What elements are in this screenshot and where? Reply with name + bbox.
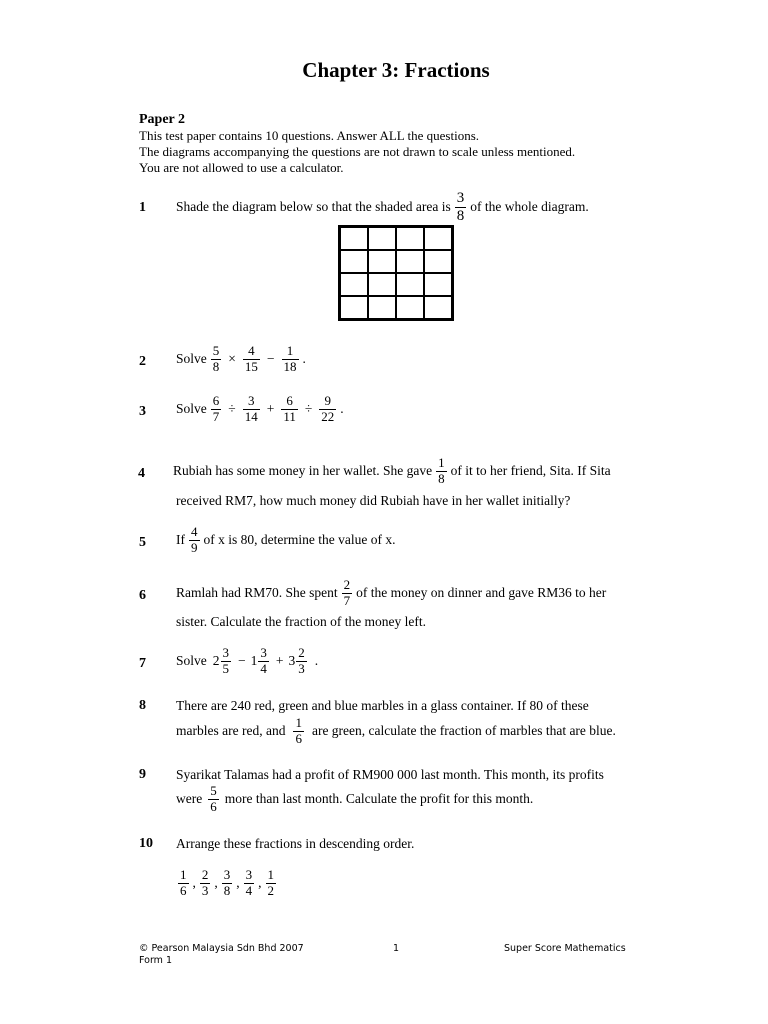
q6-fraction [342, 578, 353, 608]
q4-text-end: of it to her friend, Sita. If Sita [450, 463, 611, 479]
grid-cell[interactable] [340, 250, 368, 273]
separator-comma: , [214, 875, 218, 891]
grid-cell[interactable] [368, 227, 396, 250]
fraction-num: 1 [180, 867, 187, 882]
fraction-num: 1 [267, 867, 274, 882]
fraction-den: 8 [223, 882, 231, 898]
separator-comma: , [258, 875, 262, 891]
grid-cell[interactable] [368, 250, 396, 273]
fraction-num: 3 [222, 645, 230, 660]
grid-cell[interactable] [424, 250, 452, 273]
fraction-den: 9 [191, 539, 198, 555]
fraction-den: 15 [244, 358, 258, 374]
fraction-num: 3 [247, 393, 255, 408]
grid-cell[interactable] [424, 227, 452, 250]
footer-copyright: © Pearson Malaysia Sdn Bhd 2007 [139, 943, 304, 954]
fraction-den: 11 [283, 408, 296, 424]
q1-fraction-num: 3 [456, 190, 465, 206]
fraction-den: 4 [260, 660, 267, 676]
q9-line-1: Syarikat Talamas had a profit of RM900 000 last month. This month, its profits [176, 767, 604, 782]
fraction-den: 6 [180, 882, 187, 898]
q10-line-1: Arrange these fractions in descending order. [176, 836, 415, 851]
q6-text-end: of the money on dinner and gave RM36 to her [356, 585, 607, 601]
intro-line-2: The diagrams accompanying the questions are not drawn to scale unless mentioned. [139, 144, 576, 159]
plus-sign: + [275, 653, 284, 669]
footer-form: Form 1 [139, 955, 172, 966]
fraction-num: 3 [260, 645, 267, 660]
grid-cell[interactable] [368, 273, 396, 296]
q7-text [176, 646, 318, 676]
separator-comma: , [236, 875, 240, 891]
q6-text [176, 578, 606, 608]
q9-number: 9 [139, 767, 146, 782]
fraction-den: 7 [212, 408, 220, 424]
q10-fraction-5 [266, 868, 277, 898]
q2-label: Solve [176, 351, 207, 367]
fraction-den: 6 [295, 730, 302, 746]
grid-cell[interactable] [424, 296, 452, 319]
q3-fraction-d [319, 394, 336, 424]
q1-text-start: Shade the diagram below so that the shaded area is [176, 199, 451, 215]
fraction-den: 8 [212, 358, 220, 374]
q2-end: . [302, 351, 306, 367]
q9-fraction [208, 784, 219, 814]
q5-text [176, 525, 395, 555]
plus-sign: + [266, 401, 275, 417]
q4-text-start: Rubiah has some money in her wallet. She gave [173, 463, 433, 479]
q1-text [176, 190, 589, 225]
q4-fraction [436, 456, 447, 486]
q4-line-2: received RM7, how much money did Rubiah have in her wallet initially? [176, 493, 571, 508]
paper-label: Paper 2 [139, 112, 186, 127]
fraction-den: 5 [222, 660, 230, 676]
q8-text-end: are green, calculate the fraction of marbles that are blue. [311, 723, 616, 739]
fraction-num: 5 [210, 783, 217, 798]
q9-text-start: were [176, 791, 203, 807]
q2-number: 2 [139, 354, 146, 369]
fraction-num: 5 [212, 343, 220, 358]
mixed-whole: 3 [288, 653, 296, 669]
multiply-sign: × [228, 351, 236, 367]
q10-number: 10 [139, 836, 153, 851]
q9-text-end: more than last month. Calculate the profit for this month. [224, 791, 534, 807]
q1-number: 1 [139, 200, 146, 215]
fraction-num: 2 [343, 577, 351, 592]
q1-text-end: of the whole diagram. [470, 199, 589, 215]
q2-fraction-a [211, 344, 222, 374]
divide-sign: ÷ [228, 401, 236, 417]
footer-book-title: Super Score Mathematics [504, 943, 626, 954]
intro-line-1: This test paper contains 10 questions. Answer ALL the questions. [139, 128, 479, 143]
separator-comma: , [192, 875, 196, 891]
fraction-num: 9 [324, 393, 332, 408]
grid-cell[interactable] [340, 273, 368, 296]
q4-text [173, 456, 611, 486]
q3-end: . [340, 401, 344, 417]
q6-text-start: Ramlah had RM70. She spent [176, 585, 338, 601]
fraction-den: 22 [321, 408, 335, 424]
q6-line-2: sister. Calculate the fraction of the money left. [176, 614, 427, 629]
grid-cell[interactable] [396, 227, 424, 250]
q8-fraction [293, 716, 304, 746]
mixed-whole: 2 [212, 653, 220, 669]
shading-grid[interactable] [338, 225, 454, 321]
page-title: Chapter 3: Fractions [302, 58, 490, 82]
minus-sign: − [266, 351, 275, 367]
q1-fraction-den: 8 [456, 207, 465, 224]
fraction-num: 3 [223, 867, 231, 882]
fraction-den: 7 [343, 592, 351, 608]
q5-text-start: If [176, 532, 185, 548]
q3-fraction-c [281, 394, 298, 424]
fraction-num: 2 [201, 867, 209, 882]
q10-fraction-1 [178, 868, 189, 898]
q7-fraction-b [258, 646, 269, 676]
q10-fraction-3 [222, 868, 233, 898]
mixed-whole: 1 [250, 653, 258, 669]
divide-sign: ÷ [304, 401, 313, 417]
intro-line-3: You are not allowed to use a calculator. [139, 160, 344, 175]
footer-page-number: 1 [393, 943, 400, 954]
q2-text [176, 344, 306, 374]
fraction-num: 1 [438, 455, 445, 470]
q5-text-end: of x is 80, determine the value of x. [203, 532, 396, 548]
fraction-num: 3 [245, 867, 253, 882]
q3-label: Solve [176, 401, 207, 417]
fraction-num: 4 [248, 343, 255, 358]
fraction-den: 2 [267, 882, 274, 898]
q7-end: . [314, 653, 319, 669]
q4-number: 4 [138, 466, 145, 481]
grid-cell[interactable] [424, 273, 452, 296]
fraction-den: 3 [298, 660, 305, 676]
grid-cell[interactable] [396, 273, 424, 296]
grid-cell[interactable] [396, 250, 424, 273]
q3-fraction-a [211, 394, 222, 424]
fraction-num: 2 [298, 645, 305, 660]
q5-number: 5 [139, 535, 146, 550]
grid-cell[interactable] [340, 227, 368, 250]
q8-text [176, 716, 616, 746]
q3-number: 3 [139, 404, 146, 419]
q7-label: Solve [176, 653, 207, 669]
grid-cell[interactable] [396, 296, 424, 319]
q10-fraction-2 [200, 868, 211, 898]
q7-fraction-c [296, 646, 307, 676]
grid-cell[interactable] [368, 296, 396, 319]
q2-fraction-c [282, 344, 299, 374]
fraction-num: 4 [191, 524, 198, 539]
fraction-den: 14 [244, 408, 258, 424]
q8-line-1: There are 240 red, green and blue marbles in a glass container. If 80 of these [176, 698, 589, 713]
q7-number: 7 [139, 656, 146, 671]
q10-fraction-4 [244, 868, 255, 898]
minus-sign: − [238, 653, 246, 669]
fraction-den: 18 [283, 358, 297, 374]
q8-text-start: marbles are red, and [176, 723, 286, 739]
fraction-num: 1 [286, 343, 294, 358]
fraction-den: 8 [438, 470, 445, 486]
fraction-den: 4 [245, 882, 253, 898]
q5-fraction [189, 525, 200, 555]
q1-fraction [455, 190, 467, 225]
q6-number: 6 [139, 588, 146, 603]
fraction-num: 6 [212, 393, 220, 408]
q3-fraction-b [243, 394, 260, 424]
fraction-num: 6 [286, 393, 293, 408]
grid-cell[interactable] [340, 296, 368, 319]
q7-fraction-a [221, 646, 232, 676]
q3-text [176, 394, 344, 424]
fraction-den: 3 [201, 882, 209, 898]
q10-fraction-list [174, 868, 280, 898]
fraction-num: 1 [295, 715, 302, 730]
q2-fraction-b [243, 344, 260, 374]
fraction-den: 6 [210, 798, 217, 814]
q9-text [176, 784, 533, 814]
q8-number: 8 [139, 698, 146, 713]
